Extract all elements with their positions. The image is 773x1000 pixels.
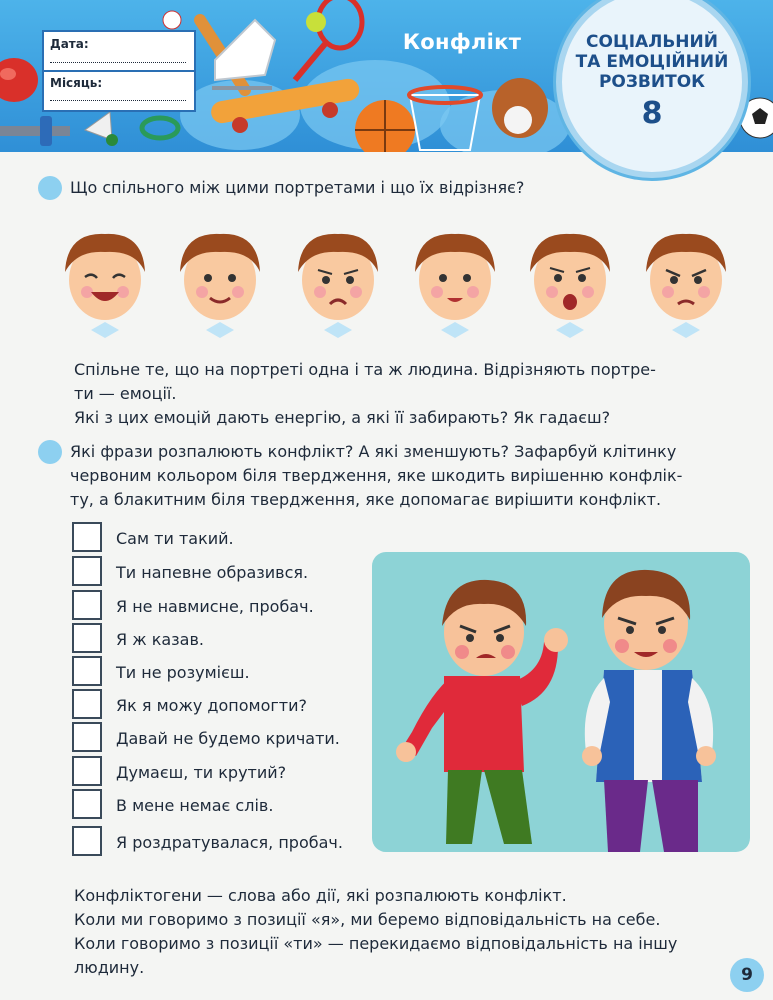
bullet-icon (38, 440, 62, 464)
answer-phrase: Я не навмисне, пробач. (116, 597, 314, 616)
badge-line-1: СОЦІАЛЬНИЙ (586, 32, 718, 52)
answer-checkbox[interactable] (72, 789, 102, 819)
answer-phrase: Як я можу допомогти? (116, 696, 307, 715)
answer-phrase: Ти напевне образився. (116, 563, 309, 582)
answer-checkbox[interactable] (72, 689, 102, 719)
task2-line-3: ту, а блакитним біля твердження, яке допомагає вирішити конфлікт. (70, 490, 662, 509)
task1-answer-line-3: Які з цих емоцій дають енергію, а які її забирають? Як гадаєш? (74, 408, 611, 427)
badge-number: 8 (641, 96, 663, 131)
topic-title: Конфлікт (402, 30, 522, 54)
answer-phrase: Думаєш, ти крутий? (116, 763, 287, 782)
answer-checkbox[interactable] (72, 590, 102, 620)
face-sad (288, 222, 388, 342)
answer-phrase: Ти не розумієш. (116, 663, 250, 682)
answer-phrase: Я ж казав. (116, 630, 204, 649)
date-label: Дата: (50, 37, 89, 51)
answer-phrase: Давай не будемо кричати. (116, 729, 340, 748)
answer-checkbox[interactable] (72, 756, 102, 786)
footer-line-4: людину. (74, 958, 145, 977)
bullet-icon (38, 176, 62, 200)
answer-checkbox[interactable] (72, 722, 102, 752)
answer-phrase: Сам ти такий. (116, 529, 234, 548)
answer-checkbox[interactable] (72, 656, 102, 686)
task1-answer-line-2: ти — емоції. (74, 384, 177, 403)
form-divider (44, 70, 194, 72)
task2-line-1: Які фрази розпалюють конфлікт? А які зменшують? Зафарбуй клітинку (70, 442, 677, 461)
footer-line-2: Коли ми говоримо з позиції «я», ми беремо відповідальність на себе. (74, 910, 661, 929)
answer-phrase: Я роздратувалася, пробач. (116, 833, 343, 852)
face-laughing (55, 222, 155, 342)
task2-line-2: червоним кольором біля твердження, яке шкодить вирішенню конфлік- (70, 466, 683, 485)
date-line[interactable] (50, 62, 186, 63)
task1-question: Що спільного між цими портретами і що їх відрізняє? (70, 178, 525, 197)
task1-answer-line-1: Спільне те, що на портреті одна і та ж людина. Відрізняють портре- (74, 360, 656, 379)
answer-checkbox[interactable] (72, 522, 102, 552)
footer-line-1: Конфліктогени — слова або дії, які розпалюють конфлікт. (74, 886, 567, 905)
month-label: Місяць: (50, 76, 103, 90)
footer-line-3: Коли говоримо з позиції «ти» — перекидаємо відповідальність на іншу (74, 934, 678, 953)
badge-line-2: ТА ЕМОЦІЙНИЙ (575, 52, 729, 72)
answer-phrase: В мене немає слів. (116, 796, 274, 815)
answer-checkbox[interactable] (72, 556, 102, 586)
conflict-illustration (372, 552, 750, 852)
date-form (42, 30, 196, 112)
face-scared (520, 222, 620, 342)
answer-checkbox[interactable] (72, 623, 102, 653)
face-angry (636, 222, 736, 342)
answer-checkbox[interactable] (72, 826, 102, 856)
page-number: 9 (730, 958, 764, 992)
face-pleased (405, 222, 505, 342)
face-smiling (170, 222, 270, 342)
badge-line-3: РОЗВИТОК (598, 72, 706, 92)
month-line[interactable] (50, 100, 186, 101)
